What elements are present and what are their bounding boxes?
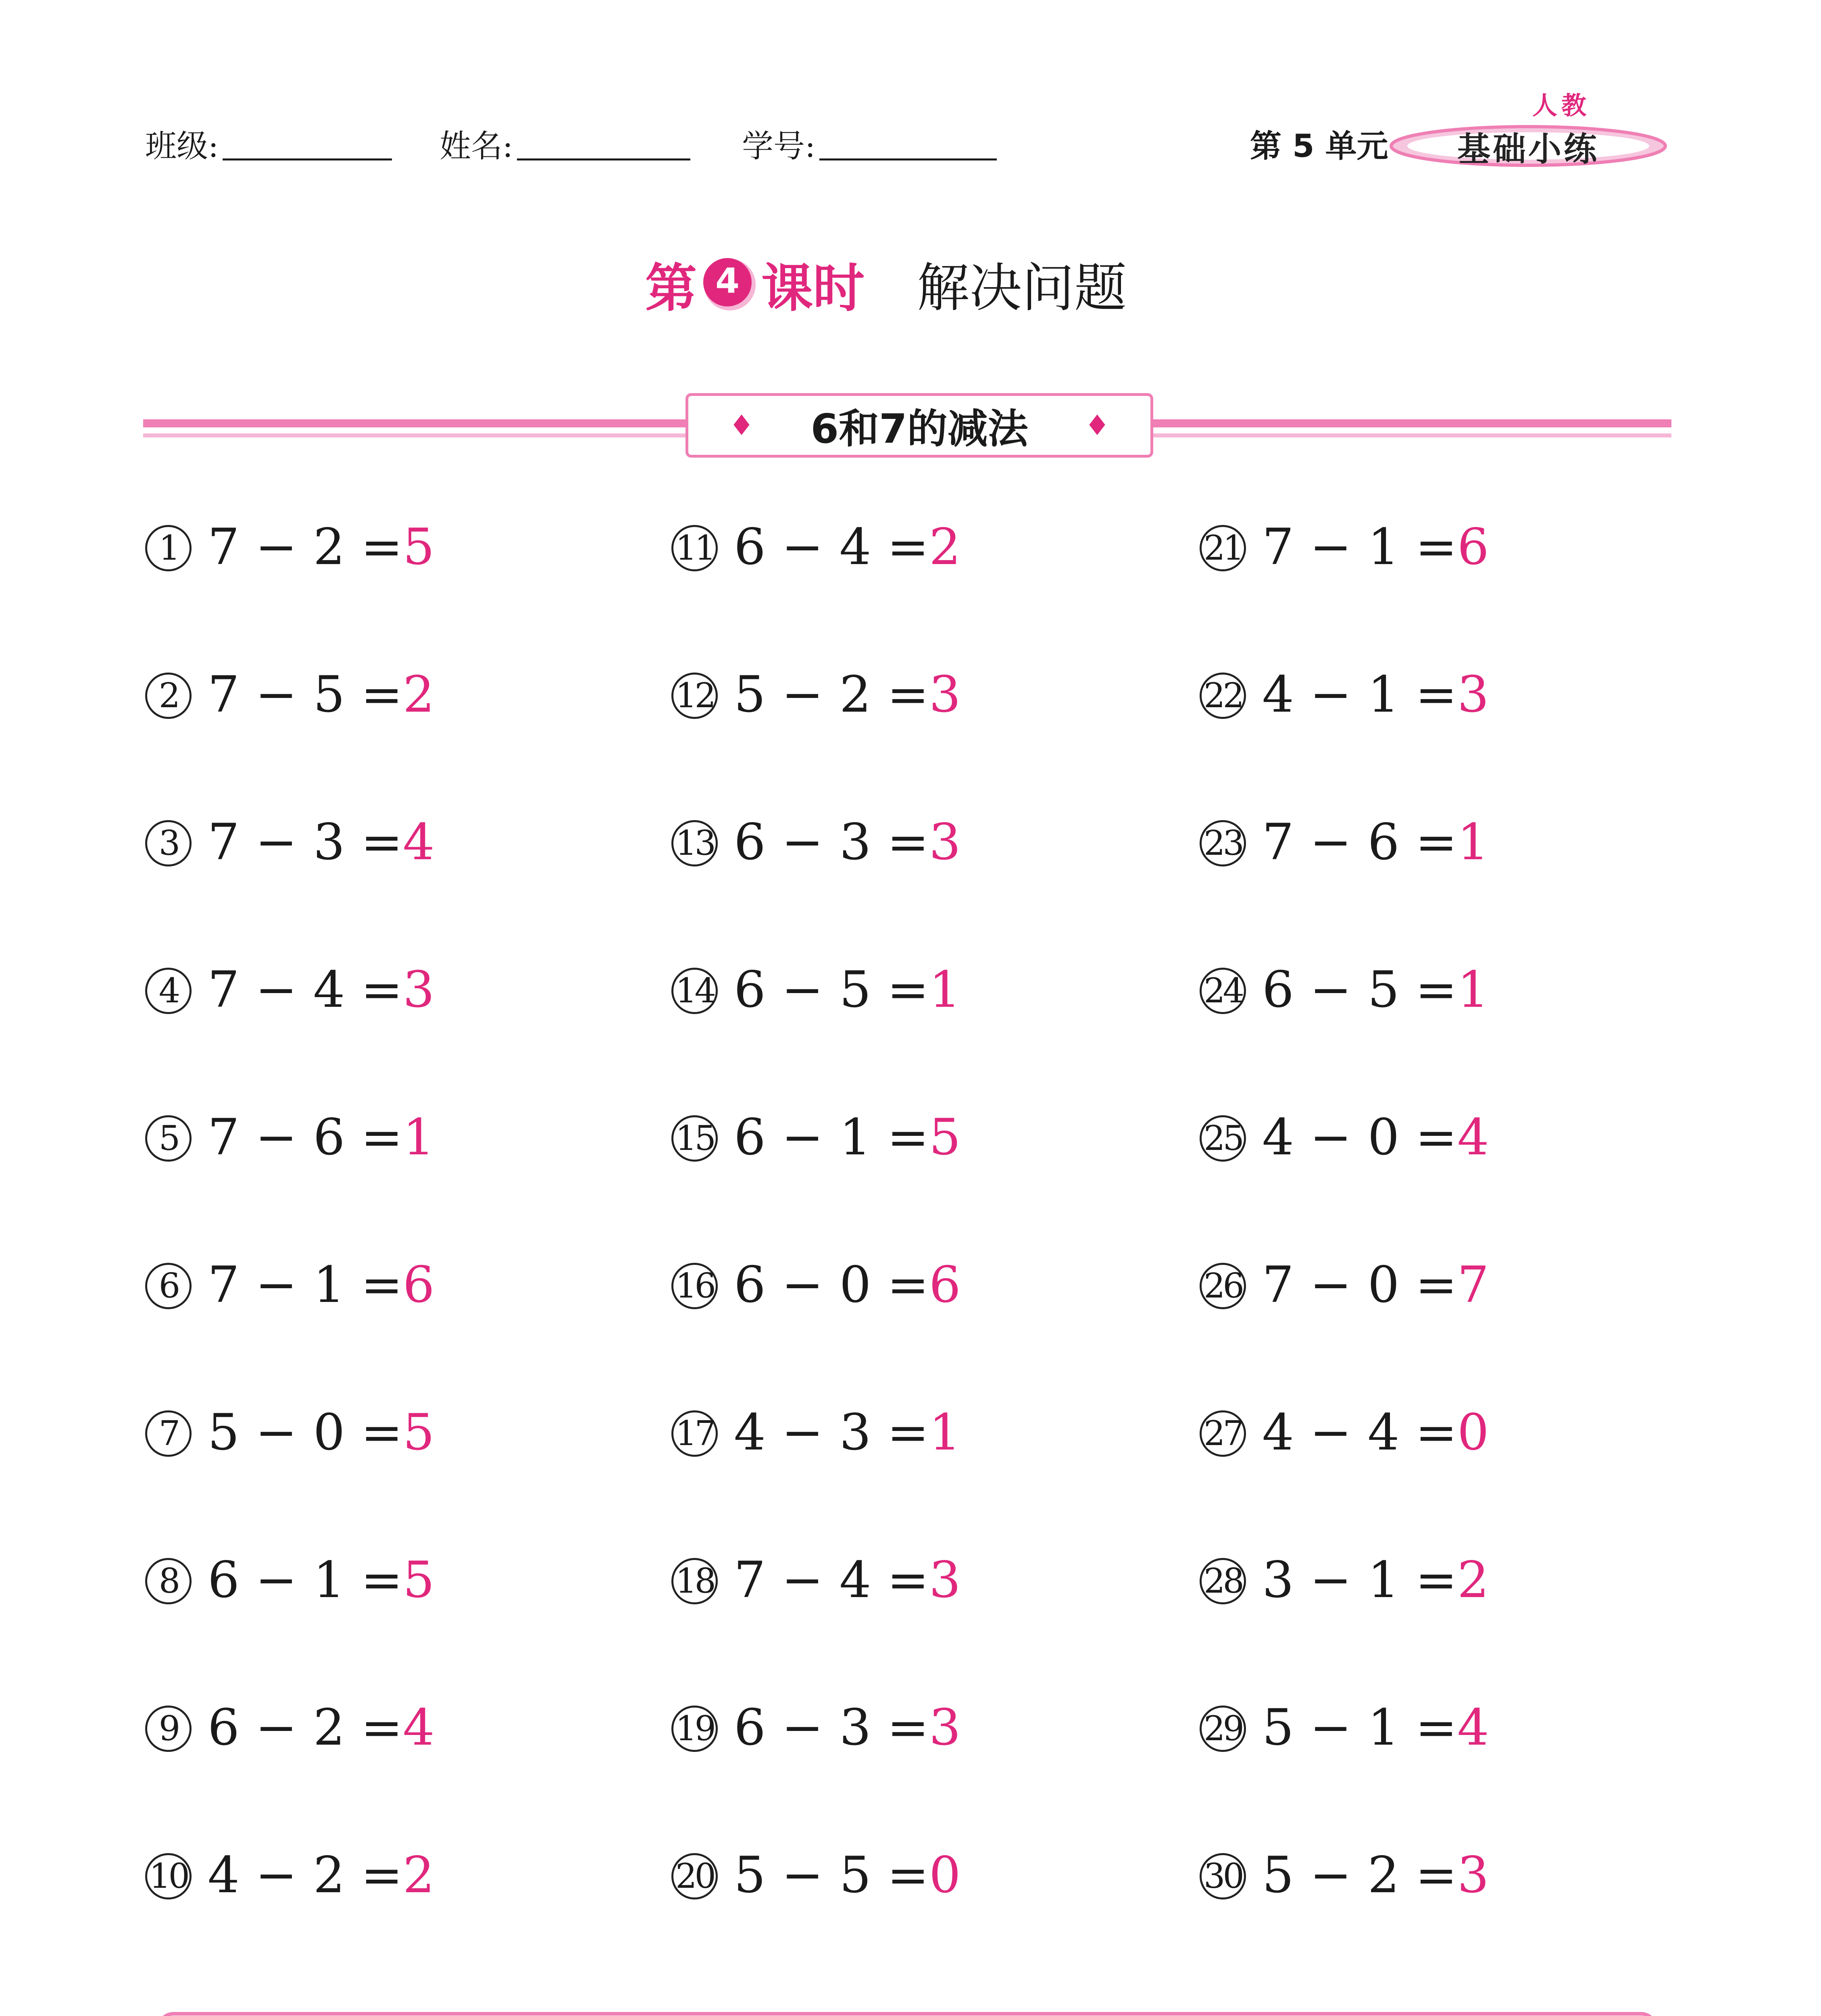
section-banner [685,393,1153,458]
equation-expression: 5 − 5 = [734,1846,929,1904]
equation-expression: 6 − 2 = [208,1699,403,1757]
equation-expression: 3 − 1 = [1262,1551,1457,1609]
equation-item [145,813,435,871]
equation-expression: 7 − 2 = [208,518,403,576]
equation-answer[interactable]: 1 [929,1404,961,1462]
equation-number: 27 [1200,1410,1246,1457]
name-label: 姓名: [440,128,513,165]
equation-answer[interactable]: 0 [929,1846,961,1904]
equation-expression: 4 − 1 = [1262,666,1457,724]
equation-item [671,1551,961,1609]
equation-answer[interactable]: 4 [1457,1699,1489,1757]
equation-expression: 5 − 2 = [1262,1846,1457,1904]
equation-item [671,1846,961,1904]
equation-number: 11 [671,525,718,571]
equation-expression: 7 − 5 = [208,666,403,724]
equation-answer[interactable]: 6 [1457,518,1489,576]
lesson-title [645,246,1127,321]
equation-number: 30 [1200,1853,1246,1899]
equation-number: 22 [1200,673,1246,719]
equation-number: 19 [671,1706,718,1752]
equation-number: 20 [671,1853,718,1899]
equation-item [145,1699,435,1757]
section-title: 6和7的减法 [810,405,1028,452]
equation-answer[interactable]: 2 [1457,1551,1489,1609]
equation-item [1200,1699,1489,1757]
unit-label: 第 5 单元 [1250,128,1388,165]
lesson-topic: 解决问题 [917,257,1127,319]
equation-number: 17 [671,1410,718,1457]
brand-title: 基础小练 [1457,130,1599,169]
equation-expression: 6 − 5 = [734,961,929,1019]
equation-item [671,1256,961,1314]
equation-answer[interactable]: 3 [929,1551,961,1609]
name-blank[interactable] [517,155,690,160]
equation-item [1200,1256,1489,1314]
equation-number: 12 [671,673,718,719]
equation-answer[interactable]: 3 [929,813,961,871]
equation-expression: 6 − 5 = [1262,961,1457,1019]
equation-expression: 7 − 4 = [208,961,403,1019]
equation-number: 14 [671,968,718,1014]
equation-item [1200,666,1489,724]
equation-expression: 7 − 1 = [1262,518,1457,576]
equation-answer[interactable]: 6 [402,1256,435,1314]
equation-number: 6 [145,1263,192,1309]
number-field [742,121,997,166]
equation-number: 1 [145,525,192,571]
diamond-left-icon: ♦ [729,409,754,442]
number-blank[interactable] [819,155,997,160]
diamond-right-icon: ♦ [1084,409,1110,442]
lesson-number-badge-icon [701,256,757,312]
equation-expression: 4 − 0 = [1262,1108,1457,1166]
equation-answer[interactable]: 0 [1457,1404,1489,1462]
equation-item [145,1404,435,1462]
equation-number: 18 [671,1558,718,1604]
equation-number: 24 [1200,968,1246,1014]
equation-expression: 6 − 0 = [734,1256,929,1314]
equation-expression: 5 − 0 = [208,1404,403,1462]
equation-item [145,1108,435,1166]
equation-answer[interactable]: 4 [402,813,435,871]
equation-item [671,1699,961,1757]
lesson-suffix: 课时 [761,258,865,319]
equation-expression: 6 − 4 = [734,518,929,576]
number-label: 学号: [742,128,816,165]
equation-expression: 6 − 1 = [734,1108,929,1166]
equation-item [671,813,961,871]
brand-publisher: 人教 [1532,91,1591,120]
equation-item [671,961,961,1019]
equation-expression: 6 − 3 = [734,1699,929,1757]
lesson-prefix: 第 [645,258,697,319]
equation-item [1200,518,1489,576]
equation-item [1200,1404,1489,1462]
equation-item [145,666,435,724]
equation-expression: 7 − 6 = [1262,813,1457,871]
equation-answer[interactable]: 1 [1457,961,1489,1019]
equation-number: 25 [1200,1115,1246,1162]
lesson-number: 4 [715,260,740,301]
equation-number: 28 [1200,1558,1246,1604]
equation-expression: 6 − 1 = [208,1551,403,1609]
equation-number: 8 [145,1558,192,1604]
equation-number: 16 [671,1263,718,1309]
equation-answer[interactable]: 3 [1457,1846,1489,1904]
class-field [145,121,392,166]
equation-answer[interactable]: 7 [1457,1256,1489,1314]
equation-expression: 7 − 6 = [208,1108,403,1166]
equation-expression: 5 − 1 = [1262,1699,1457,1757]
equation-expression: 4 − 2 = [208,1846,403,1904]
equation-answer[interactable]: 5 [402,1404,435,1462]
equation-item [145,961,435,1019]
class-blank[interactable] [223,155,392,160]
equation-item [145,1256,435,1314]
equation-number: 23 [1200,820,1246,866]
equation-number: 5 [145,1115,192,1162]
equation-expression: 5 − 2 = [734,666,929,724]
equation-expression: 6 − 3 = [734,813,929,871]
equation-item [671,1108,961,1166]
name-field [440,121,690,166]
equation-number: 13 [671,820,718,866]
equation-number: 15 [671,1115,718,1162]
equation-item [671,1404,961,1462]
equation-number: 21 [1200,525,1246,571]
equation-item [1200,1846,1489,1904]
equation-number: 29 [1200,1706,1246,1752]
equation-number: 4 [145,968,192,1014]
equation-expression: 4 − 4 = [1262,1404,1457,1462]
equation-item [671,666,961,724]
equation-number: 3 [145,820,192,866]
equation-answer[interactable]: 3 [1457,666,1489,724]
equation-answer[interactable]: 4 [402,1699,435,1757]
equation-expression: 7 − 3 = [208,813,403,871]
equation-answer[interactable]: 6 [929,1256,961,1314]
equation-expression: 7 − 1 = [208,1256,403,1314]
equation-item [1200,1551,1489,1609]
equation-answer[interactable]: 2 [929,518,961,576]
equation-number: 2 [145,673,192,719]
tip-box [157,2012,1657,2016]
equation-number: 26 [1200,1263,1246,1309]
equation-expression: 7 − 4 = [734,1551,929,1609]
equation-item [671,518,961,576]
equation-item [1200,813,1489,871]
equation-item [145,1846,435,1904]
equation-answer[interactable]: 1 [402,1108,435,1166]
equation-item [1200,961,1489,1019]
equation-answer[interactable]: 5 [402,518,435,576]
equation-answer[interactable]: 3 [402,961,435,1019]
equation-number: 9 [145,1706,192,1752]
equation-expression: 4 − 3 = [734,1404,929,1462]
equation-expression: 7 − 0 = [1262,1256,1457,1314]
equation-answer[interactable]: 3 [929,1699,961,1757]
equation-answer[interactable]: 2 [402,666,435,724]
equation-answer[interactable]: 4 [1457,1108,1489,1166]
equation-number: 10 [145,1853,192,1899]
equation-number: 7 [145,1410,192,1457]
equation-answer[interactable]: 1 [1457,813,1489,871]
class-label: 班级: [145,128,219,165]
equation-answer[interactable]: 3 [929,666,961,724]
equation-answer[interactable]: 2 [402,1846,435,1904]
equation-answer[interactable]: 5 [402,1551,435,1609]
equation-item [145,518,435,576]
equation-answer[interactable]: 1 [929,961,961,1019]
equation-answer[interactable]: 5 [929,1108,961,1166]
equation-item [145,1551,435,1609]
equation-item [1200,1108,1489,1166]
